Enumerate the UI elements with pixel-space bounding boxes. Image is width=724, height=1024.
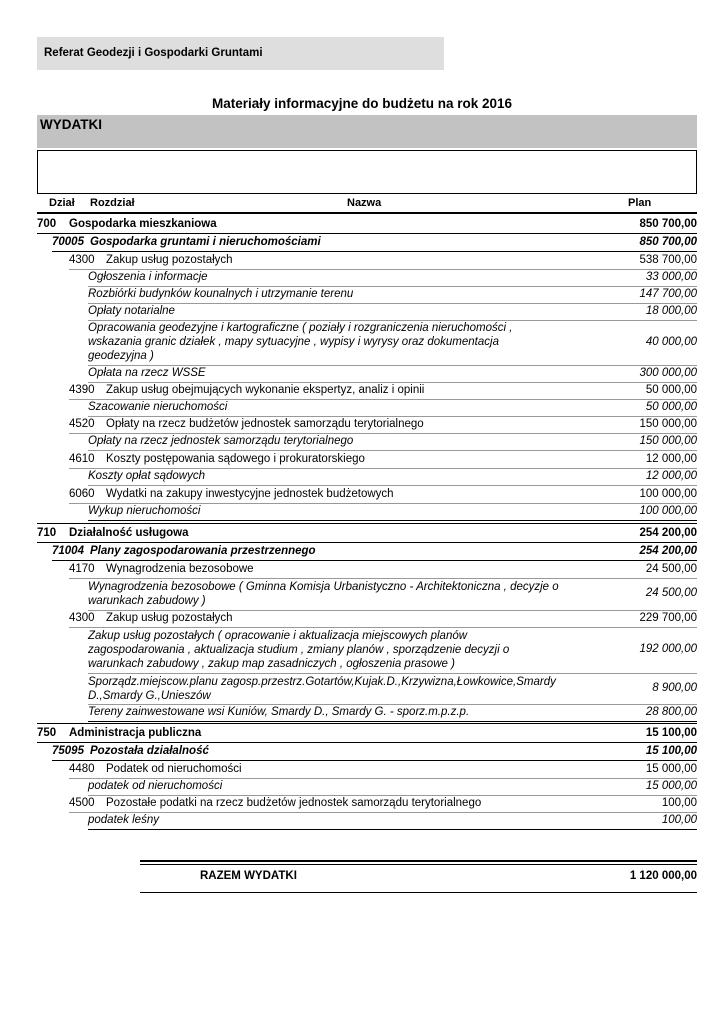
paragraph-row	[69, 418, 697, 434]
paragraph-value: 100,00	[661, 797, 697, 809]
paragraph-value: 24 500,00	[645, 563, 697, 575]
paragraph-code: 4390	[69, 384, 95, 396]
paragraph-code: 4500	[69, 797, 95, 809]
item-row	[88, 305, 697, 321]
paragraph-name: Zakup usług pozostałych	[106, 612, 233, 624]
paragraph-name: Wynagrodzenia bezosobowe	[106, 563, 254, 575]
item-name: Opłaty na rzecz jednostek samorządu terytorialnego	[88, 435, 354, 447]
total-label: RAZEM WYDATKI	[200, 870, 297, 882]
item-value: 100,00	[661, 814, 697, 826]
item-name: Szacowanie nieruchomości	[88, 401, 228, 413]
dzial-code: 750	[37, 727, 57, 739]
total-rule-bottom	[140, 892, 697, 893]
item-row	[88, 814, 697, 830]
dzial-value: 850 700,00	[639, 218, 697, 230]
item-name: Zakup usług pozostałych ( opracowanie i aktualizacja miejscowych planów zagospodarowania , aktualizacja studium , zmiany planów , sporządzenie decyzji o warunkach zabudowy , zakup map zasadniczych , ogłoszenia prasowe )	[88, 630, 510, 670]
paragraph-name: Zakup usług pozostałych	[106, 254, 233, 266]
paragraph-code: 6060	[69, 488, 95, 500]
dzial-name: Działalność usługowa	[69, 527, 189, 539]
dzial-name: Administracja publiczna	[69, 727, 202, 739]
item-row	[88, 675, 697, 705]
rozdzial-code: 70005	[52, 236, 84, 248]
item-name: Opłata na rzecz WSSE	[88, 367, 206, 379]
item-name: podatek leśny	[88, 814, 159, 826]
rozdzial-value: 850 700,00	[639, 236, 697, 248]
paragraph-name: Pozostałe podatki na rzecz budżetów jednostek samorządu terytorialnego	[106, 797, 482, 809]
paragraph-value: 150 000,00	[639, 418, 697, 430]
total-rule-top2	[140, 864, 697, 865]
rozdzial-name: Gospodarka gruntami i nieruchomościami	[90, 236, 321, 248]
item-name: Wynagrodzenia bezosobowe ( Gminna Komisja Urbanistyczno - Architektoniczna , decyzje o warunkach zabudowy )	[88, 581, 559, 607]
item-value: 50 000,00	[645, 401, 697, 413]
item-value: 150 000,00	[639, 435, 697, 447]
paragraph-row	[69, 254, 697, 270]
dzial-row	[37, 218, 697, 234]
paragraph-row	[69, 612, 697, 628]
paragraph-value: 229 700,00	[639, 612, 697, 624]
item-row	[88, 321, 697, 366]
item-value: 18 000,00	[645, 305, 697, 317]
item-name: Opracowania geodezyjne i kartograficzne ( poziały i rozgraniczenia nieruchomości , wskazania granic działek , mapy sytuacyjne , wypisy i wyrysy oraz dokumentacja geodezyjna )	[88, 322, 513, 362]
document-title: Materiały informacyjne do budżetu na rok 2016	[211, 96, 513, 111]
item-value: 28 800,00	[645, 706, 697, 718]
item-value: 40 000,00	[645, 336, 697, 348]
paragraph-name: Koszty postępowania sądowego i prokuratorskiego	[106, 453, 365, 465]
item-value: 24 500,00	[645, 587, 697, 599]
item-name: Tereny zainwestowane wsi Kuniów, Smardy D., Smardy G. - sporz.m.p.z.p.	[88, 706, 470, 718]
item-value: 192 000,00	[639, 643, 697, 655]
paragraph-name: Zakup usług obejmujących wykonanie ekspertyz, analiz i opinii	[106, 384, 425, 396]
item-name: Koszty opłat sądowych	[88, 470, 205, 482]
dzial-code: 700	[37, 218, 57, 230]
paragraph-row	[69, 763, 697, 779]
item-row	[88, 706, 697, 722]
rozdzial-code: 75095	[52, 745, 84, 757]
paragraph-code: 4610	[69, 453, 95, 465]
rozdzial-code: 71004	[52, 545, 84, 557]
item-value: 100 000,00	[639, 505, 697, 517]
item-name: Wykup nieruchomości	[88, 505, 201, 517]
paragraph-row	[69, 453, 697, 469]
item-value: 15 000,00	[645, 780, 697, 792]
paragraph-code: 4170	[69, 563, 95, 575]
rozdzial-value: 15 100,00	[645, 745, 697, 757]
paragraph-name: Wydatki na zakupy inwestycyjne jednostek budżetowych	[106, 488, 394, 500]
col-plan: Plan	[628, 197, 652, 209]
paragraph-value: 100 000,00	[639, 488, 697, 500]
paragraph-code: 4480	[69, 763, 95, 775]
dzial-value: 254 200,00	[639, 527, 697, 539]
item-row	[88, 580, 697, 611]
rozdzial-row	[52, 545, 697, 561]
item-row	[88, 470, 697, 486]
item-value: 33 000,00	[645, 271, 697, 283]
rozdzial-name: Plany zagospodarowania przestrzennego	[90, 545, 316, 557]
total-row	[140, 870, 697, 886]
total-value: 1 120 000,00	[629, 870, 697, 882]
item-row	[88, 435, 697, 451]
item-value: 147 700,00	[639, 288, 697, 300]
item-name: Rozbiórki budynków kounalnych i utrzymanie terenu	[88, 288, 354, 300]
rozdzial-row	[52, 236, 697, 252]
header-rule	[37, 212, 697, 214]
item-row	[88, 271, 697, 287]
rozdzial-value: 254 200,00	[639, 545, 697, 557]
dzial-value: 15 100,00	[645, 727, 697, 739]
item-value: 12 000,00	[645, 470, 697, 482]
department-header: Referat Geodezji i Gospodarki Gruntami	[37, 37, 444, 70]
paragraph-code: 4520	[69, 418, 95, 430]
dzial-row	[37, 527, 697, 543]
empty-box	[37, 150, 697, 194]
paragraph-row	[69, 384, 697, 400]
paragraph-row	[69, 563, 697, 579]
paragraph-value: 15 000,00	[645, 763, 697, 775]
rozdzial-name: Pozostała działalność	[90, 745, 209, 757]
item-row	[88, 288, 697, 304]
item-row	[88, 629, 697, 674]
total-rule-top	[140, 860, 697, 862]
col-nazwa: Nazwa	[347, 197, 382, 209]
paragraph-value: 50 000,00	[645, 384, 697, 396]
item-name: Opłaty notarialne	[88, 305, 175, 317]
col-dzial: Dział	[49, 197, 75, 209]
section-rule	[37, 723, 697, 724]
dzial-name: Gospodarka mieszkaniowa	[69, 218, 217, 230]
section-rule	[37, 523, 697, 524]
paragraph-row	[69, 488, 697, 504]
paragraph-value: 538 700,00	[639, 254, 697, 266]
col-rozdzial: Rozdział	[90, 197, 135, 209]
paragraph-name: Opłaty na rzecz budżetów jednostek samorządu terytorialnego	[106, 418, 424, 430]
rozdzial-row	[52, 745, 697, 761]
dzial-row	[37, 727, 697, 743]
section-title: WYDATKI	[37, 115, 697, 148]
paragraph-name: Podatek od nieruchomości	[106, 763, 242, 775]
item-value: 8 900,00	[652, 682, 697, 694]
item-name: Ogłoszenia i informacje	[88, 271, 208, 283]
item-name: Sporządz.miejscow.planu zagosp.przestrz.Gotartów,Kujak.D.,Krzywizna,Łowkowice,Smardy D.,Smardy G.,Unieszów	[88, 676, 556, 702]
item-row	[88, 367, 697, 383]
item-name: podatek od nieruchomości	[88, 780, 223, 792]
dzial-code: 710	[37, 527, 57, 539]
item-row	[88, 505, 697, 521]
item-row	[88, 401, 697, 417]
item-row	[88, 780, 697, 796]
item-value: 300 000,00	[639, 367, 697, 379]
paragraph-code: 4300	[69, 254, 95, 266]
paragraph-row	[69, 797, 697, 813]
paragraph-value: 12 000,00	[645, 453, 697, 465]
paragraph-code: 4300	[69, 612, 95, 624]
